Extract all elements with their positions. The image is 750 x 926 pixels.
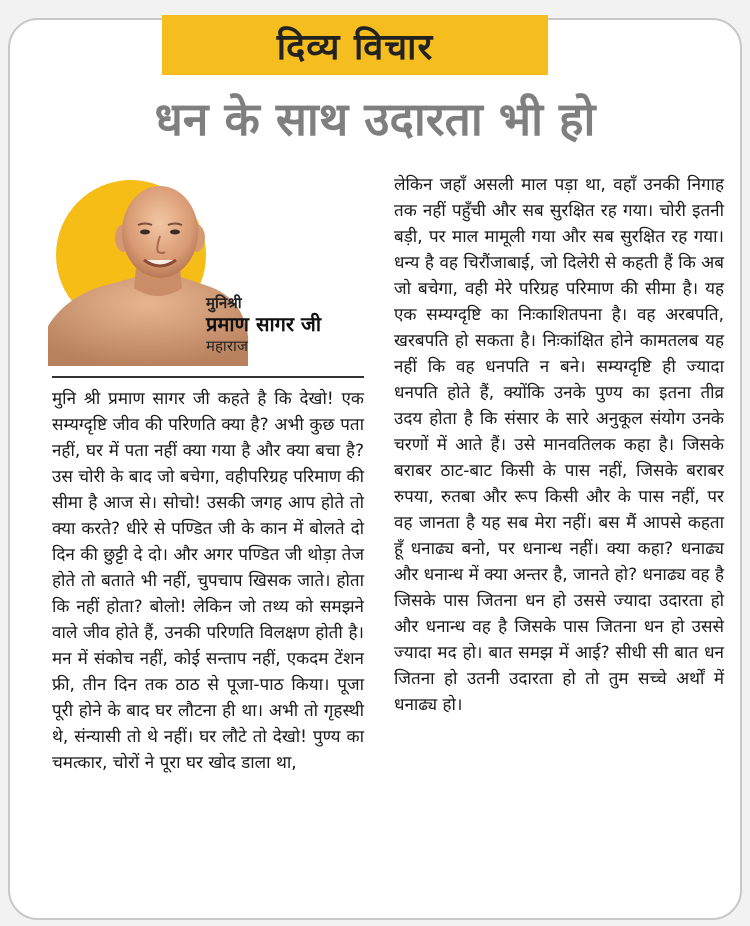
section-banner: [162, 15, 548, 75]
article-column-right: लेकिन जहाँ असली माल पड़ा था, वहाँ उनकी निगाह तक नहीं पहुँची और सब सुरक्षित रह गया। चोरी इतनी बड़ी, पर माल मामूली गया और सब सुरक्षित रह गया। धन्य है वह चिरौंजाबाई, जो दिलेरी से कहती हैं कि अब जो बचेगा, वही मेरे परिग्रह परिमाण की सीमा है। यह एक सम्यग्दृष्टि का निःकाशितपना है। वह अरबपति, खरबपति हो सकता है। निःकांक्षित होने कामतलब यह नहीं कि वह धनपति न बने। सम्यग्दृष्टि ही ज्यादा धनपति होते हैं, क्योंकि उनके पुण्य का इतना तीव्र उदय होता है कि संसार के सारे अनुकूल संयोग उनके चरणों में आते हैं। उसे मानवतिलक कहा है। जिसके बराबर ठाट-बाट किसी के पास नहीं, जिसके बराबर रुपया, रुतबा और रूप किसी और के पास नहीं, पर वह जानता है यह सब मेरा नहीं। बस मैं आपसे कहता हूँ धनाढ्य बनो, पर धनान्ध नहीं। क्या कहा? धनाढ्य और धनान्ध में क्या अन्तर है, जानते हो? धनाढ्य वह है जिसके पास जितना धन हो उससे ज्यादा उदारता हो और धनान्ध वह है जिसके पास जितना धन हो उससे ज्यादा मद हो। बात समझ में आई? सीधी सी बात धन जितना हो उतनी उदारता हो तो तुम सच्चे अर्थों में धनाढ्य हो।: [394, 175, 724, 715]
author-byline: [206, 294, 321, 355]
headline: धन के साथ उदारता भी हो: [154, 92, 596, 146]
author-name: प्रमाण सागर जी: [206, 312, 322, 337]
section-label: दिव्य विचार: [276, 26, 434, 68]
article-column-left: मुनि श्री प्रमाण सागर जी कहते है कि देखो! एक सम्यग्दृष्टि जीव की परिणति क्या है? अभी कुछ पता नहीं, घर में पता नहीं क्या गया है और क्या बचा है? उस चोरी के बाद जो बचेगा, वहीपरिग्रह परिमाण की सीमा है आज से। सोचो! उसकी जगह आप होते तो क्या करते? धीरे से पण्डित जी के कान में बोलते दो दिन की छुट्टी दे दो। और अगर पण्डित जी थोड़ा तेज होते तो बताते भी नहीं, चुपचाप खिसक जाते। होता कि नहीं होता? बोलो! लेकिन जो तथ्य को समझने वाले जीव होते हैं, उनकी परिणति विलक्षण होती है। मन में संकोच नहीं, कोई सन्ताप नहीं, एकदम टेंशन फ्री, तीन दिन तक ठाठ से पूजा-पाठ किया। पूजा पूरी होने के बाद घर लौटना ही था। अभी तो गृहस्थी थे, संन्यासी तो थे नहीं। घर लौटे तो देखो! पुण्य का चमत्कार, चोरों ने पूरा घर खोद डाला था,: [52, 376, 364, 776]
author-suffix: महाराज: [206, 336, 248, 355]
author-title: मुनिश्री: [206, 294, 242, 312]
